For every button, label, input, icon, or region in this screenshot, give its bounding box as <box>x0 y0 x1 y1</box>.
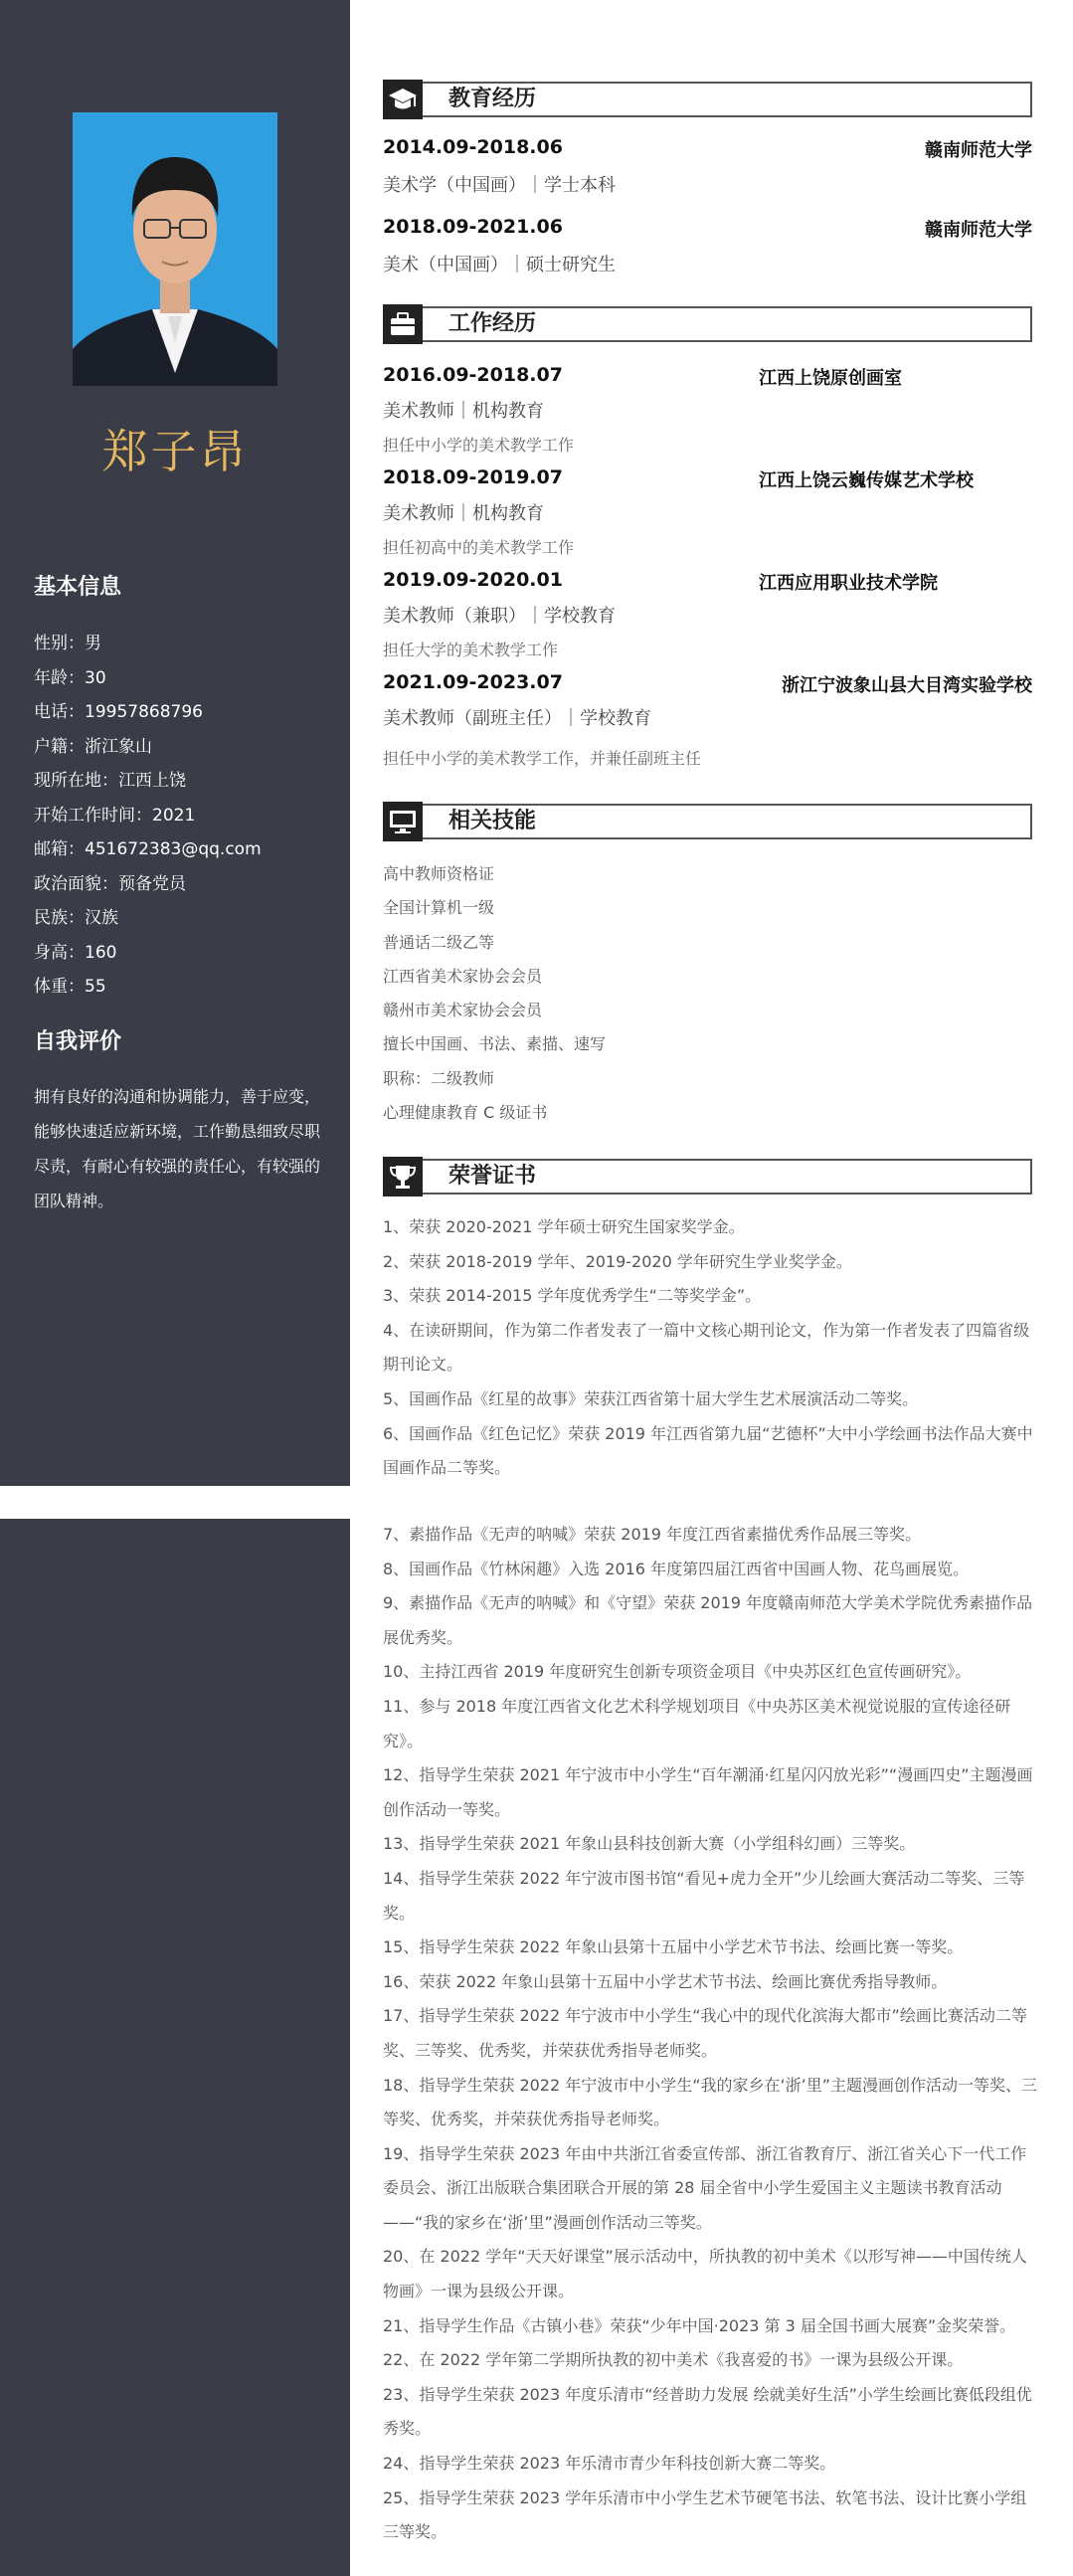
work-item <box>383 466 1032 491</box>
skill-item: 心理健康教育 C 级证书 <box>383 1103 548 1123</box>
candidate-name: 郑子昂 <box>101 425 249 478</box>
honors-list <box>383 1210 1039 1486</box>
work-org: 浙江宁波象山县大目湾实验学校 <box>782 675 1032 696</box>
honor-item: 12、指导学生荣获 2021 年宁波市中小学生“百年潮涌·红星闪闪放光彩”“漫画四史”主题漫画创作活动一等奖。 <box>383 1765 1033 1819</box>
honor-item: 10、主持江西省 2019 年度研究生创新专项资金项目《中央苏区红色宣传画研究》。 <box>383 1662 972 1682</box>
honor-item: 6、国画作品《红色记忆》荣获 2019 年江西省第九届“艺德杯”大中小学绘画书法作品大赛中国画作品二等奖。 <box>383 1423 1033 1478</box>
skill-item: 江西省美术家协会会员 <box>383 966 543 986</box>
trophy-icon <box>383 1157 423 1196</box>
honor-item: 14、指导学生荣获 2022 年宁波市图书馆“看见+虎力全开”少儿绘画大赛活动二等奖、三等奖。 <box>383 1868 1025 1923</box>
work-desc: 担任中小学的美术教学工作，并兼任副班主任 <box>383 749 702 768</box>
work-item <box>383 364 1032 389</box>
edu-school: 赣南师范大学 <box>925 220 1032 241</box>
honor-item: 11、参与 2018 年度江西省文化艺术科学规划项目《中央苏区美术视觉说服的宣传途径研究》。 <box>383 1696 1011 1750</box>
honor-item: 8、国画作品《竹林闲趣》入选 2016 年度第四届江西省中国画人物、花鸟画展览。 <box>383 1559 970 1578</box>
honor-item: 19、指导学生荣获 2023 年由中共浙江省委宣传部、浙江省教育厅、浙江省关心下一代工作委员会、浙江出版联合集团联合开展的第 28 届全省中小学生爱国主义主题读书教育活动——“我的家乡在‘浙’里”漫画创作活动三等奖。 <box>383 2143 1027 2232</box>
work-date: 2019.09-2020.01 <box>383 569 563 591</box>
edu-date: 2014.09-2018.06 <box>383 136 563 158</box>
honors-header <box>383 1157 1032 1196</box>
education-item <box>383 216 1032 241</box>
computer-icon <box>383 802 423 841</box>
info-email: 邮箱：451672383@qq.com <box>34 839 262 859</box>
edu-detail: 美术学（中国画）｜学士本科 <box>383 175 616 196</box>
honor-item: 9、素描作品《无声的呐喊》和《守望》荣获 2019 年度赣南师范大学美术学院优秀素描作品展优秀奖。 <box>383 1593 1033 1647</box>
honor-item: 23、指导学生荣获 2023 年度乐清市“经普助力发展 绘就美好生活”小学生绘画比赛低段组优秀奖。 <box>383 2384 1032 2439</box>
honor-item: 13、指导学生荣获 2021 年象山县科技创新大赛（小学组科幻画）三等奖。 <box>383 1834 916 1854</box>
honor-item: 2、荣获 2018-2019 学年、2019-2020 学年研究生学业奖学金。 <box>383 1251 852 1271</box>
skill-item: 职称：二级教师 <box>383 1068 495 1088</box>
work-role: 美术教师｜机构教育 <box>383 401 544 422</box>
skill-item: 普通话二级乙等 <box>383 932 495 952</box>
work-role: 美术教师（副班主任）｜学校教育 <box>383 708 651 729</box>
work-desc: 担任大学的美术教学工作 <box>383 641 559 659</box>
profile-photo <box>73 112 277 386</box>
honor-item: 15、指导学生荣获 2022 年象山县第十五届中小学艺术节书法、绘画比赛一等奖。 <box>383 1937 964 1957</box>
skills-header <box>383 802 1032 841</box>
honor-item: 7、素描作品《无声的呐喊》荣获 2019 年度江西省素描优秀作品展三等奖。 <box>383 1525 922 1544</box>
info-phone: 电话：19957868796 <box>34 702 203 722</box>
work-date: 2016.09-2018.07 <box>383 364 563 386</box>
skill-item: 擅长中国画、书法、素描、速写 <box>383 1034 607 1054</box>
work-desc: 担任初高中的美术教学工作 <box>383 538 575 557</box>
honor-item: 20、在 2022 学年“天天好课堂”展示活动中，所执教的初中美术《以形写神——中国传统人物画》一课为县级公开课。 <box>383 2247 1027 2301</box>
honor-item: 25、指导学生荣获 2023 学年乐清市中小学生艺术节硬笔书法、软笔书法、设计比赛小学组三等奖。 <box>383 2487 1027 2542</box>
work-desc: 担任中小学的美术教学工作 <box>383 436 575 455</box>
work-org: 江西应用职业技术学院 <box>759 573 938 594</box>
info-hometown: 户籍：浙江象山 <box>34 736 152 757</box>
honors-title: 荣誉证书 <box>448 1164 537 1189</box>
honors-list-continued <box>383 1518 1039 2550</box>
honor-item: 18、指导学生荣获 2022 年宁波市中小学生“我的家乡在‘浙’里”主题漫画创作活动一等奖、三等奖、优秀奖，并荣获优秀指导老师奖。 <box>383 2075 1038 2129</box>
education-header <box>383 80 1032 119</box>
self-eval-text: 拥有良好的沟通和协调能力，善于应变，能够快速适应新环境，工作勤恳细致尽职尽责，有耐心有较强的责任心，有较强的团队精神。 <box>34 1087 321 1210</box>
honor-item: 17、指导学生荣获 2022 年宁波市中小学生“我心中的现代化滨海大都市”绘画比赛活动二等奖、三等奖、优秀奖，并荣获优秀指导老师奖。 <box>383 2006 1027 2060</box>
skill-item: 全国计算机一级 <box>383 898 495 918</box>
briefcase-icon <box>383 304 423 344</box>
work-date: 2021.09-2023.07 <box>383 671 563 693</box>
honor-item: 1、荣获 2020-2021 学年硕士研究生国家奖学金。 <box>383 1217 745 1236</box>
work-header <box>383 304 1032 344</box>
info-weight: 体重：55 <box>34 977 106 997</box>
education-item <box>383 136 1032 161</box>
edu-school: 赣南师范大学 <box>925 140 1032 161</box>
work-title: 工作经历 <box>448 311 537 336</box>
work-role: 美术教师｜机构教育 <box>383 503 544 524</box>
info-ethnicity: 民族：汉族 <box>34 908 118 928</box>
work-item <box>383 569 1032 594</box>
info-start-year: 开始工作时间：2021 <box>34 805 196 826</box>
skill-item: 赣州市美术家协会会员 <box>383 1001 543 1020</box>
skills-list <box>383 857 606 1130</box>
honor-item: 5、国画作品《红星的故事》荣获江西省第十届大学生艺术展演活动二等奖。 <box>383 1388 919 1408</box>
honor-item: 16、荣获 2022 年象山县第十五届中小学艺术节书法、绘画比赛优秀指导教师。 <box>383 1971 948 1991</box>
sidebar <box>0 0 350 1486</box>
info-political: 政治面貌：预备党员 <box>34 873 186 894</box>
edu-detail: 美术（中国画）｜硕士研究生 <box>383 255 616 276</box>
basic-info-list <box>34 627 262 1005</box>
info-location: 现所在地：江西上饶 <box>34 771 186 791</box>
honor-item: 4、在读研期间，作为第二作者发表了一篇中文核心期刊论文，作为第一作者发表了四篇省级期刊论文。 <box>383 1320 1030 1375</box>
work-date: 2018.09-2019.07 <box>383 466 563 488</box>
work-org: 江西上饶云巍传媒艺术学校 <box>759 470 974 491</box>
honor-item: 22、在 2022 学年第二学期所执教的初中美术《我喜爱的书》一课为县级公开课。 <box>383 2350 964 2370</box>
education-title: 教育经历 <box>448 87 537 111</box>
info-height: 身高：160 <box>34 942 117 963</box>
sidebar-page-2 <box>0 1519 350 2576</box>
info-gender: 性别：男 <box>34 634 101 653</box>
graduation-cap-icon <box>383 80 423 119</box>
honor-item: 21、指导学生作品《古镇小巷》荣获“少年中国·2023 第 3 届全国书画大展赛”金奖荣誉。 <box>383 2315 1016 2335</box>
work-org: 江西上饶原创画室 <box>759 368 902 389</box>
skills-title: 相关技能 <box>448 809 537 833</box>
edu-date: 2018.09-2021.06 <box>383 216 563 238</box>
work-role: 美术教师（兼职）｜学校教育 <box>383 606 616 627</box>
honor-item: 24、指导学生荣获 2023 年乐清市青少年科技创新大赛二等奖。 <box>383 2454 836 2474</box>
honor-item: 3、荣获 2014-2015 学年度优秀学生“二等奖学金”。 <box>383 1286 762 1306</box>
self-eval-title: 自我评价 <box>34 1029 122 1054</box>
basic-info-title: 基本信息 <box>34 575 122 600</box>
skill-item: 高中教师资格证 <box>383 864 495 883</box>
work-item <box>383 671 1032 696</box>
info-age: 年龄：30 <box>34 667 106 688</box>
